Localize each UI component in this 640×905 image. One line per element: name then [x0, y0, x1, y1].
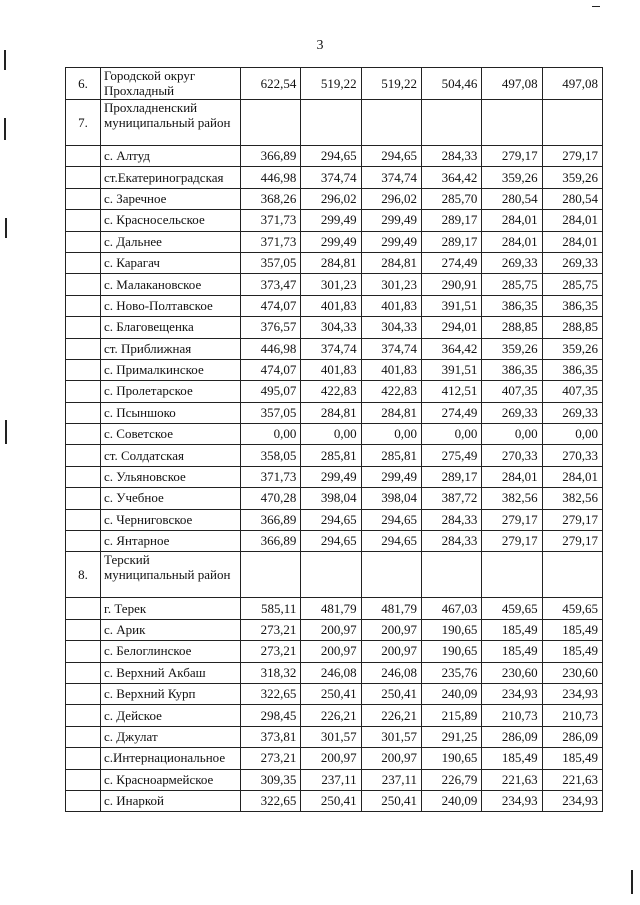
value-cell — [241, 552, 301, 598]
row-number-cell — [66, 188, 101, 209]
table-row — [66, 748, 603, 769]
value-cell: 322,65 — [241, 790, 301, 811]
value-cell: 294,01 — [421, 317, 481, 338]
value-cell: 240,09 — [421, 790, 481, 811]
value-cell — [421, 552, 481, 598]
value-cell: 246,08 — [361, 662, 421, 683]
value-cell: 269,33 — [482, 252, 542, 273]
table-row — [66, 726, 603, 747]
value-cell: 200,97 — [301, 748, 361, 769]
value-cell: 221,63 — [542, 769, 602, 790]
value-cell — [301, 552, 361, 598]
value-cell: 481,79 — [301, 598, 361, 619]
value-cell: 519,22 — [361, 68, 421, 100]
row-number-cell — [66, 402, 101, 423]
settlement-name-cell: Прохладненский муниципальный район — [101, 100, 241, 146]
table-row — [66, 769, 603, 790]
value-cell: 285,75 — [482, 274, 542, 295]
table-row — [66, 402, 603, 423]
scan-mark — [592, 6, 600, 7]
value-cell: 237,11 — [301, 769, 361, 790]
table-row — [66, 790, 603, 811]
value-cell: 294,65 — [301, 509, 361, 530]
value-cell: 387,72 — [421, 488, 481, 509]
scan-mark — [4, 50, 6, 70]
value-cell: 373,47 — [241, 274, 301, 295]
value-cell: 359,26 — [542, 167, 602, 188]
value-cell: 288,85 — [482, 317, 542, 338]
value-cell: 234,93 — [482, 683, 542, 704]
row-number-cell — [66, 683, 101, 704]
value-cell: 190,65 — [421, 619, 481, 640]
value-cell: 364,42 — [421, 167, 481, 188]
scan-mark — [5, 218, 7, 238]
value-cell: 0,00 — [361, 424, 421, 445]
value-cell: 185,49 — [482, 748, 542, 769]
value-cell: 407,35 — [542, 381, 602, 402]
value-cell: 284,01 — [542, 210, 602, 231]
value-cell: 585,11 — [241, 598, 301, 619]
value-cell: 296,02 — [361, 188, 421, 209]
settlement-name-cell: с. Прималкинское — [101, 359, 241, 380]
tariff-table — [65, 67, 603, 812]
settlement-name-cell: ст. Солдатская — [101, 445, 241, 466]
row-number-cell — [66, 424, 101, 445]
table-row — [66, 100, 603, 146]
value-cell: 273,21 — [241, 619, 301, 640]
value-cell: 200,97 — [361, 641, 421, 662]
value-cell: 284,81 — [361, 402, 421, 423]
row-number-cell — [66, 488, 101, 509]
value-cell: 504,46 — [421, 68, 481, 100]
row-number-cell — [66, 317, 101, 338]
value-cell: 288,85 — [542, 317, 602, 338]
table-row — [66, 466, 603, 487]
settlement-name-cell: с. Красносельское — [101, 210, 241, 231]
value-cell — [361, 100, 421, 146]
value-cell: 364,42 — [421, 338, 481, 359]
value-cell: 301,57 — [301, 726, 361, 747]
settlement-name-cell: с. Верхний Курп — [101, 683, 241, 704]
value-cell: 301,23 — [301, 274, 361, 295]
value-cell: 371,73 — [241, 466, 301, 487]
value-cell: 298,45 — [241, 705, 301, 726]
value-cell: 280,54 — [482, 188, 542, 209]
value-cell: 274,49 — [421, 402, 481, 423]
value-cell: 279,17 — [482, 146, 542, 167]
value-cell: 519,22 — [301, 68, 361, 100]
value-cell: 495,07 — [241, 381, 301, 402]
value-cell: 279,17 — [482, 531, 542, 552]
row-number-cell: 8. — [66, 552, 101, 598]
settlement-name-cell: с. Псыншоко — [101, 402, 241, 423]
settlement-name-cell: с. Арик — [101, 619, 241, 640]
row-number-cell — [66, 359, 101, 380]
value-cell: 285,75 — [542, 274, 602, 295]
value-cell: 286,09 — [482, 726, 542, 747]
value-cell — [482, 552, 542, 598]
value-cell: 382,56 — [542, 488, 602, 509]
value-cell: 401,83 — [301, 295, 361, 316]
value-cell: 446,98 — [241, 167, 301, 188]
value-cell: 401,83 — [301, 359, 361, 380]
value-cell: 234,93 — [542, 790, 602, 811]
settlement-name-cell: Городской округ Прохладный — [101, 68, 241, 100]
value-cell: 289,17 — [421, 466, 481, 487]
table-row — [66, 188, 603, 209]
value-cell: 289,17 — [421, 231, 481, 252]
settlement-name-cell: с. Благовещенка — [101, 317, 241, 338]
value-cell: 234,93 — [542, 683, 602, 704]
value-cell: 299,49 — [361, 210, 421, 231]
value-cell: 226,21 — [361, 705, 421, 726]
table-row — [66, 488, 603, 509]
row-number-cell — [66, 769, 101, 790]
value-cell: 289,17 — [421, 210, 481, 231]
value-cell: 386,35 — [542, 295, 602, 316]
table-row — [66, 210, 603, 231]
table-row — [66, 705, 603, 726]
value-cell: 401,83 — [361, 295, 421, 316]
value-cell: 497,08 — [542, 68, 602, 100]
value-cell: 386,35 — [542, 359, 602, 380]
value-cell: 467,03 — [421, 598, 481, 619]
value-cell: 230,60 — [482, 662, 542, 683]
row-number-cell — [66, 295, 101, 316]
value-cell: 273,21 — [241, 641, 301, 662]
scan-mark — [631, 870, 633, 894]
value-cell: 366,89 — [241, 146, 301, 167]
value-cell: 226,21 — [301, 705, 361, 726]
settlement-name-cell: с. Заречное — [101, 188, 241, 209]
row-number-cell — [66, 619, 101, 640]
table-row — [66, 662, 603, 683]
row-number-cell — [66, 531, 101, 552]
table-row — [66, 146, 603, 167]
value-cell: 237,11 — [361, 769, 421, 790]
value-cell: 0,00 — [542, 424, 602, 445]
value-cell: 275,49 — [421, 445, 481, 466]
settlement-name-cell: с. Ново-Полтавское — [101, 295, 241, 316]
value-cell: 250,41 — [301, 683, 361, 704]
table-row — [66, 424, 603, 445]
value-cell: 279,17 — [542, 146, 602, 167]
value-cell: 290,91 — [421, 274, 481, 295]
value-cell: 284,01 — [482, 231, 542, 252]
value-cell: 291,25 — [421, 726, 481, 747]
value-cell: 371,73 — [241, 210, 301, 231]
value-cell: 250,41 — [301, 790, 361, 811]
value-cell: 391,51 — [421, 359, 481, 380]
row-number-cell — [66, 662, 101, 683]
value-cell: 299,49 — [301, 231, 361, 252]
settlement-name-cell: с. Дейское — [101, 705, 241, 726]
value-cell: 422,83 — [301, 381, 361, 402]
table-row — [66, 295, 603, 316]
value-cell: 359,26 — [482, 338, 542, 359]
value-cell: 373,81 — [241, 726, 301, 747]
value-cell: 250,41 — [361, 790, 421, 811]
value-cell: 358,05 — [241, 445, 301, 466]
value-cell: 309,35 — [241, 769, 301, 790]
value-cell: 200,97 — [361, 748, 421, 769]
table-row — [66, 552, 603, 598]
value-cell — [482, 100, 542, 146]
value-cell: 368,26 — [241, 188, 301, 209]
settlement-name-cell: с. Малакановское — [101, 274, 241, 295]
row-number-cell — [66, 790, 101, 811]
settlement-name-cell: с.Интернациональное — [101, 748, 241, 769]
row-number-cell — [66, 726, 101, 747]
value-cell: 226,79 — [421, 769, 481, 790]
value-cell — [301, 100, 361, 146]
value-cell: 284,81 — [301, 402, 361, 423]
value-cell: 318,32 — [241, 662, 301, 683]
value-cell: 230,60 — [542, 662, 602, 683]
value-cell: 270,33 — [542, 445, 602, 466]
value-cell: 240,09 — [421, 683, 481, 704]
settlement-name-cell: с. Белоглинское — [101, 641, 241, 662]
value-cell: 294,65 — [361, 531, 421, 552]
settlement-name-cell: с. Верхний Акбаш — [101, 662, 241, 683]
row-number-cell — [66, 598, 101, 619]
value-cell: 357,05 — [241, 402, 301, 423]
row-number-cell — [66, 167, 101, 188]
settlement-name-cell: ст.Екатериноградская — [101, 167, 241, 188]
value-cell: 398,04 — [361, 488, 421, 509]
row-number-cell — [66, 509, 101, 530]
settlement-name-cell: с. Советское — [101, 424, 241, 445]
value-cell: 0,00 — [301, 424, 361, 445]
value-cell: 200,97 — [301, 619, 361, 640]
row-number-cell — [66, 381, 101, 402]
value-cell: 280,54 — [542, 188, 602, 209]
value-cell: 200,97 — [361, 619, 421, 640]
value-cell: 459,65 — [482, 598, 542, 619]
value-cell: 250,41 — [361, 683, 421, 704]
table-row — [66, 531, 603, 552]
value-cell: 299,49 — [301, 210, 361, 231]
value-cell: 374,74 — [301, 167, 361, 188]
value-cell: 284,81 — [301, 252, 361, 273]
row-number-cell — [66, 445, 101, 466]
settlement-name-cell: с. Карагач — [101, 252, 241, 273]
value-cell: 398,04 — [301, 488, 361, 509]
settlement-name-cell: с. Дальнее — [101, 231, 241, 252]
settlement-name-cell: Терский муниципальный район — [101, 552, 241, 598]
value-cell: 269,33 — [542, 252, 602, 273]
settlement-name-cell: с. Алтуд — [101, 146, 241, 167]
table-row — [66, 509, 603, 530]
value-cell: 210,73 — [482, 705, 542, 726]
value-cell — [421, 100, 481, 146]
scan-mark — [5, 420, 7, 444]
value-cell: 374,74 — [301, 338, 361, 359]
value-cell: 376,57 — [241, 317, 301, 338]
page-number: 3 — [316, 38, 324, 53]
value-cell: 284,81 — [361, 252, 421, 273]
value-cell: 221,63 — [482, 769, 542, 790]
value-cell: 459,65 — [542, 598, 602, 619]
value-cell: 200,97 — [301, 641, 361, 662]
value-cell: 246,08 — [301, 662, 361, 683]
table-row — [66, 381, 603, 402]
table-row — [66, 167, 603, 188]
value-cell: 412,51 — [421, 381, 481, 402]
value-cell: 0,00 — [421, 424, 481, 445]
table-row — [66, 317, 603, 338]
value-cell: 299,49 — [361, 466, 421, 487]
row-number-cell — [66, 210, 101, 231]
value-cell: 285,81 — [361, 445, 421, 466]
value-cell: 284,01 — [542, 231, 602, 252]
row-number-cell — [66, 748, 101, 769]
row-number-cell — [66, 231, 101, 252]
value-cell: 215,89 — [421, 705, 481, 726]
scan-mark — [4, 118, 6, 140]
value-cell: 273,21 — [241, 748, 301, 769]
value-cell: 299,49 — [361, 231, 421, 252]
value-cell: 366,89 — [241, 509, 301, 530]
settlement-name-cell: с. Ульяновское — [101, 466, 241, 487]
value-cell: 391,51 — [421, 295, 481, 316]
value-cell: 374,74 — [361, 167, 421, 188]
value-cell: 301,57 — [361, 726, 421, 747]
value-cell: 285,81 — [301, 445, 361, 466]
value-cell: 386,35 — [482, 295, 542, 316]
settlement-name-cell: с. Пролетарское — [101, 381, 241, 402]
row-number-cell — [66, 466, 101, 487]
value-cell: 279,17 — [482, 509, 542, 530]
settlement-name-cell: с. Джулат — [101, 726, 241, 747]
value-cell: 284,01 — [482, 466, 542, 487]
table-row — [66, 445, 603, 466]
settlement-name-cell: ст. Приближная — [101, 338, 241, 359]
value-cell: 366,89 — [241, 531, 301, 552]
value-cell: 374,74 — [361, 338, 421, 359]
value-cell: 190,65 — [421, 748, 481, 769]
value-cell: 279,17 — [542, 531, 602, 552]
value-cell: 210,73 — [542, 705, 602, 726]
value-cell: 274,49 — [421, 252, 481, 273]
value-cell: 470,28 — [241, 488, 301, 509]
value-cell: 270,33 — [482, 445, 542, 466]
row-number-cell — [66, 641, 101, 662]
value-cell: 359,26 — [542, 338, 602, 359]
value-cell: 286,09 — [542, 726, 602, 747]
row-number-cell — [66, 146, 101, 167]
value-cell: 481,79 — [361, 598, 421, 619]
table-row — [66, 68, 603, 100]
settlement-name-cell: с. Инаркой — [101, 790, 241, 811]
value-cell: 190,65 — [421, 641, 481, 662]
value-cell: 301,23 — [361, 274, 421, 295]
value-cell: 446,98 — [241, 338, 301, 359]
row-number-cell: 7. — [66, 100, 101, 146]
value-cell: 235,76 — [421, 662, 481, 683]
value-cell: 284,01 — [482, 210, 542, 231]
value-cell: 401,83 — [361, 359, 421, 380]
value-cell: 294,65 — [301, 531, 361, 552]
table-row — [66, 359, 603, 380]
settlement-name-cell: с. Черниговское — [101, 509, 241, 530]
value-cell: 359,26 — [482, 167, 542, 188]
value-cell: 474,07 — [241, 359, 301, 380]
value-cell: 296,02 — [301, 188, 361, 209]
value-cell: 269,33 — [482, 402, 542, 423]
value-cell: 622,54 — [241, 68, 301, 100]
value-cell: 497,08 — [482, 68, 542, 100]
value-cell: 279,17 — [542, 509, 602, 530]
table-row — [66, 338, 603, 359]
value-cell: 294,65 — [361, 146, 421, 167]
value-cell — [241, 100, 301, 146]
value-cell: 284,33 — [421, 509, 481, 530]
value-cell: 407,35 — [482, 381, 542, 402]
value-cell: 0,00 — [482, 424, 542, 445]
value-cell: 371,73 — [241, 231, 301, 252]
value-cell: 357,05 — [241, 252, 301, 273]
table-row — [66, 252, 603, 273]
value-cell: 284,01 — [542, 466, 602, 487]
value-cell: 185,49 — [482, 619, 542, 640]
table-row — [66, 231, 603, 252]
value-cell: 0,00 — [241, 424, 301, 445]
value-cell: 386,35 — [482, 359, 542, 380]
value-cell: 284,33 — [421, 146, 481, 167]
value-cell: 304,33 — [301, 317, 361, 338]
value-cell: 284,33 — [421, 531, 481, 552]
value-cell: 322,65 — [241, 683, 301, 704]
value-cell — [542, 100, 602, 146]
value-cell: 299,49 — [301, 466, 361, 487]
table-row — [66, 683, 603, 704]
row-number-cell — [66, 252, 101, 273]
value-cell: 269,33 — [542, 402, 602, 423]
value-cell: 294,65 — [301, 146, 361, 167]
settlement-name-cell: с. Янтарное — [101, 531, 241, 552]
value-cell — [361, 552, 421, 598]
settlement-name-cell: с. Красноармейское — [101, 769, 241, 790]
row-number-cell — [66, 274, 101, 295]
table-row — [66, 598, 603, 619]
value-cell — [542, 552, 602, 598]
value-cell: 304,33 — [361, 317, 421, 338]
settlement-name-cell: г. Терек — [101, 598, 241, 619]
table-row — [66, 274, 603, 295]
row-number-cell — [66, 705, 101, 726]
row-number-cell: 6. — [66, 68, 101, 100]
value-cell: 234,93 — [482, 790, 542, 811]
value-cell: 294,65 — [361, 509, 421, 530]
value-cell: 185,49 — [542, 619, 602, 640]
value-cell: 422,83 — [361, 381, 421, 402]
table-row — [66, 619, 603, 640]
table-row — [66, 641, 603, 662]
value-cell: 185,49 — [482, 641, 542, 662]
value-cell: 285,70 — [421, 188, 481, 209]
value-cell: 382,56 — [482, 488, 542, 509]
value-cell: 474,07 — [241, 295, 301, 316]
settlement-name-cell: с. Учебное — [101, 488, 241, 509]
value-cell: 185,49 — [542, 748, 602, 769]
row-number-cell — [66, 338, 101, 359]
value-cell: 185,49 — [542, 641, 602, 662]
